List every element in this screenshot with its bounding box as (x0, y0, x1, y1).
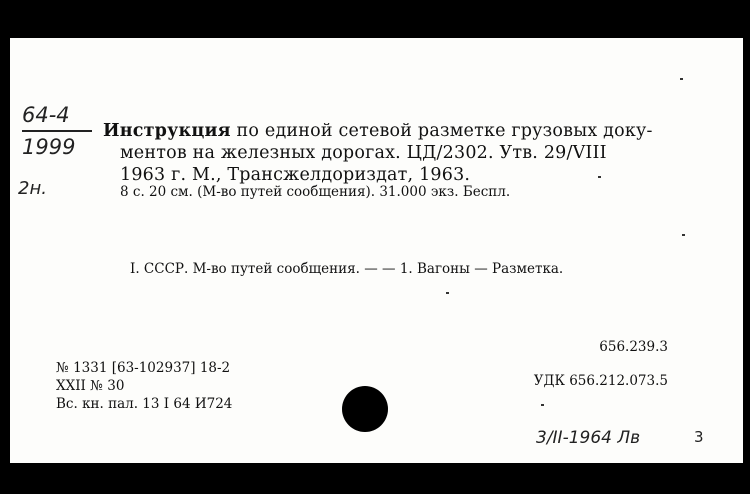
speck (680, 78, 683, 80)
speck (598, 176, 601, 178)
speck (446, 292, 449, 294)
udc-number: УДК 656.212.073.5 (533, 373, 668, 389)
collation: 8 с. 20 см. (М-во путей сообщения). 31.000 экз. Беспл. (120, 184, 511, 200)
call-number-top: 64-4 (22, 103, 70, 127)
call-number-divider (22, 130, 92, 132)
punch-hole (342, 386, 388, 432)
subject-headings: I. СССР. М-во путей сообщения. — — 1. Вагоны — Разметка. (130, 261, 564, 277)
registry-block (56, 359, 232, 413)
edge-mark: 3 (694, 428, 704, 446)
handwritten-note: 2н. (18, 178, 47, 199)
speck (541, 404, 544, 406)
call-number (22, 101, 92, 161)
call-number-bottom: 1999 (22, 135, 76, 159)
entry-title-line-3: 1963 г. М., Трансжелдориздат, 1963. (120, 165, 471, 185)
classification-number: 656.239.3 (599, 339, 668, 355)
handwritten-date: 3/II-1964 Лв (536, 428, 641, 448)
entry-title-line-1: по единой сетевой разметке грузовых доку- (230, 121, 653, 141)
registry-line-2: XXII № 30 (56, 378, 125, 394)
registry-line-3: Вс. кн. пал. 13 I 64 И724 (56, 396, 233, 412)
entry-title-line-2: ментов на железных дорогах. ЦД/2302. Утв. 29/VIII (120, 143, 607, 163)
speck (682, 234, 685, 236)
entry-title-bold: Инструкция (103, 121, 231, 141)
registry-line-1: № 1331 [63-102937] 18-2 (56, 360, 231, 376)
bibliographic-entry (103, 120, 653, 186)
